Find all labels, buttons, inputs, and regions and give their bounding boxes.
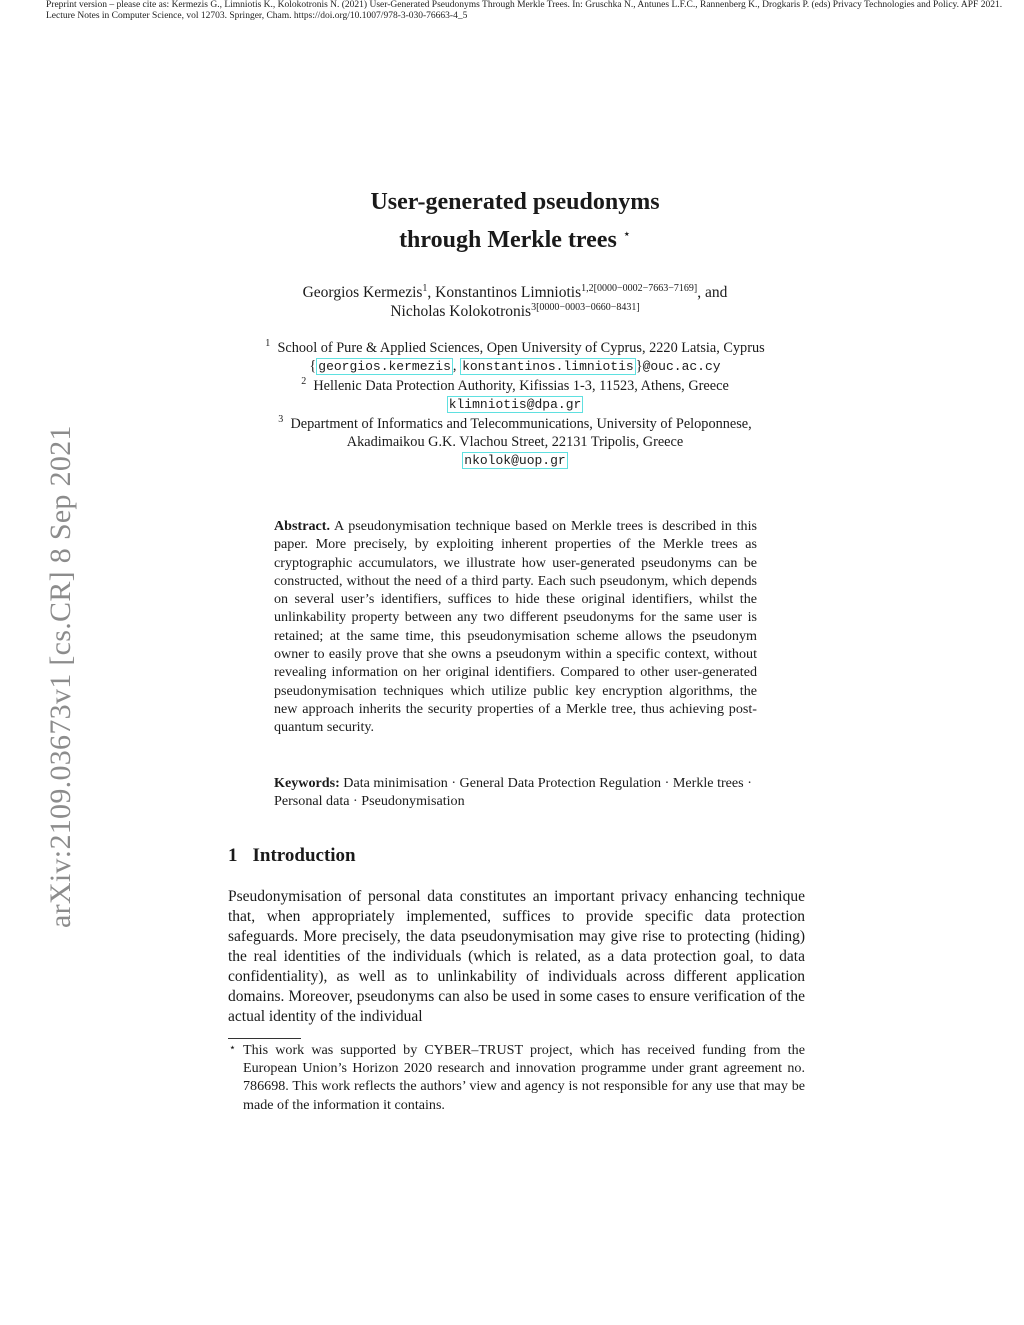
affiliation-1-text: School of Pure & Applied Sciences, Open University of Cyprus, 2220 Latsia, Cyprus xyxy=(277,340,765,356)
abstract-label: Abstract. xyxy=(274,518,330,534)
affiliation-2-text: Hellenic Data Protection Authority, Kifissias 1-3, 11523, Athens, Greece xyxy=(313,377,729,394)
footnote xyxy=(229,1041,805,1114)
abstract-text: A pseudonymisation technique based on Merkle trees is described in this paper. More precisely, by exploiting inherent properties of the Merkle trees as cryptographic accumulators, we illustrate how user-generated pseudonyms can be constructed, without the need of a third party. Each such pseudonym, which depends on several user’s identifiers, suffices to hide these original identifiers, whilst the unlinkability property between any two different pseudonyms for the same user is retained; at the same time, this pseudonymisation scheme allows the pseudonym owner to easily prove that she owns a pseudonym within a specific context, without revealing information on her original identifiers. Compared to other user-generated pseudonymisation techniques which utilize public key encryption algorithms, the new approach inherits the security properties of a Merkle tree, thus achieving post-quantum security. xyxy=(274,518,757,736)
footnote-text: This work was supported by CYBER–TRUST project, which has received funding from the European Union’s Horizon 2020 research and innovation programme under grant agreement no. 786698. This work reflects the authors’ view and agency is not responsible for any use that may be made of the information it contains. xyxy=(243,1042,805,1113)
arxiv-identifier: arXiv:2109.03673v1 [cs.CR] 8 Sep 2021 xyxy=(44,425,77,928)
abstract xyxy=(274,517,757,737)
affiliation-1-number: 1 xyxy=(265,338,271,349)
author-kermezis: Georgios Kermezis xyxy=(302,284,423,301)
email-link-limniotis[interactable]: konstantinos.limniotis xyxy=(462,359,634,375)
author-line-2 xyxy=(0,302,1024,321)
keywords-text: Data minimisation · General Data Protection Regulation · Merkle trees · Personal data · Pseudonymisation xyxy=(274,775,752,810)
title-line-2-text: through Merkle trees xyxy=(399,227,617,253)
intro-paragraph: Pseudonymisation of personal data constitutes an important privacy enhancing technique that, when appropriately implemented, suffices to provide specific data protection safeguards. More precisely, the data pseudonymisation may give rise to protecting (hiding) the real identities of the individuals (which is related, as a data protection goal, to data confidentiality), as well as to unlinkability of individuals across different application domains. Moreover, pseudonyms can also be used in some cases to ensure verification of the actual identity of the individual xyxy=(228,888,805,1025)
affiliations xyxy=(0,339,1024,471)
author-separator: , xyxy=(427,284,436,301)
keywords-label: Keywords: xyxy=(274,775,340,791)
title-footnote-mark: ⋆ xyxy=(622,226,631,241)
section-number: 1 xyxy=(228,845,238,866)
affiliation-1 xyxy=(0,339,1024,357)
email-link-kermezis[interactable]: georgios.kermezis xyxy=(318,359,451,375)
author-list xyxy=(0,283,1024,321)
keywords xyxy=(274,774,757,811)
author-kolokotronis: Nicholas Kolokotronis xyxy=(390,303,532,320)
title-line-1: User-generated pseudonyms xyxy=(370,189,660,215)
affiliation-3-email xyxy=(0,451,1024,470)
affiliation-3-text-1: Department of Informatics and Telecommunications, University of Peloponnese, xyxy=(290,415,752,432)
footnote-mark: ⋆ xyxy=(229,1042,236,1054)
affiliation-2-number: 2 xyxy=(301,375,307,387)
affiliation-2-email xyxy=(0,395,1024,414)
author-limniotis: Konstantinos Limniotis xyxy=(435,284,582,301)
email-link-uop[interactable]: nkolok@uop.gr xyxy=(464,453,566,469)
author-kolokotronis-orcid: 3[0000−0003−0660−8431] xyxy=(531,302,640,313)
author-kermezis-affil: 1 xyxy=(422,283,428,294)
section-title: Introduction xyxy=(252,845,356,866)
paper-title xyxy=(0,187,1024,256)
preprint-notice: Preprint version – please cite as: Kermezis G., Limniotis K., Kolokotronis N. (2021) User-Generated Pseudonyms Through Merkle Trees. In: Gruschka N., Antunes L.F.C., Rannenberg K., Drogkaris P. (eds) Privacy Technologies and Policy. APF 2021. Lecture Notes in Computer Science, vol 12703. Springer, Cham. https://doi.org/10.1007/978-3-030-76663-4_5 xyxy=(46,0,1003,21)
affiliation-1-emails: { georgios.kermezis , konstantinos.limniotis }@ouc.ac.cy xyxy=(309,358,721,375)
author-separator-and: , and xyxy=(697,284,728,301)
email-link-dpa[interactable]: klimniotis@dpa.gr xyxy=(448,397,582,413)
affiliation-2 xyxy=(0,377,1024,395)
affiliation-3 xyxy=(0,415,1024,433)
author-limniotis-orcid: 1,2[0000−0002−7663−7169] xyxy=(581,283,698,294)
footnote-rule xyxy=(228,1038,301,1039)
title-line-2 xyxy=(0,218,1024,256)
affiliation-3-line-2: Akadimaikou G.K. Vlachou Street, 22131 Tripolis, Greece xyxy=(346,434,684,451)
section-heading-introduction xyxy=(228,845,356,867)
affiliation-3-number: 3 xyxy=(278,413,284,425)
email-domain: @ouc.ac.cy xyxy=(642,359,721,375)
author-line-1 xyxy=(0,283,1024,302)
